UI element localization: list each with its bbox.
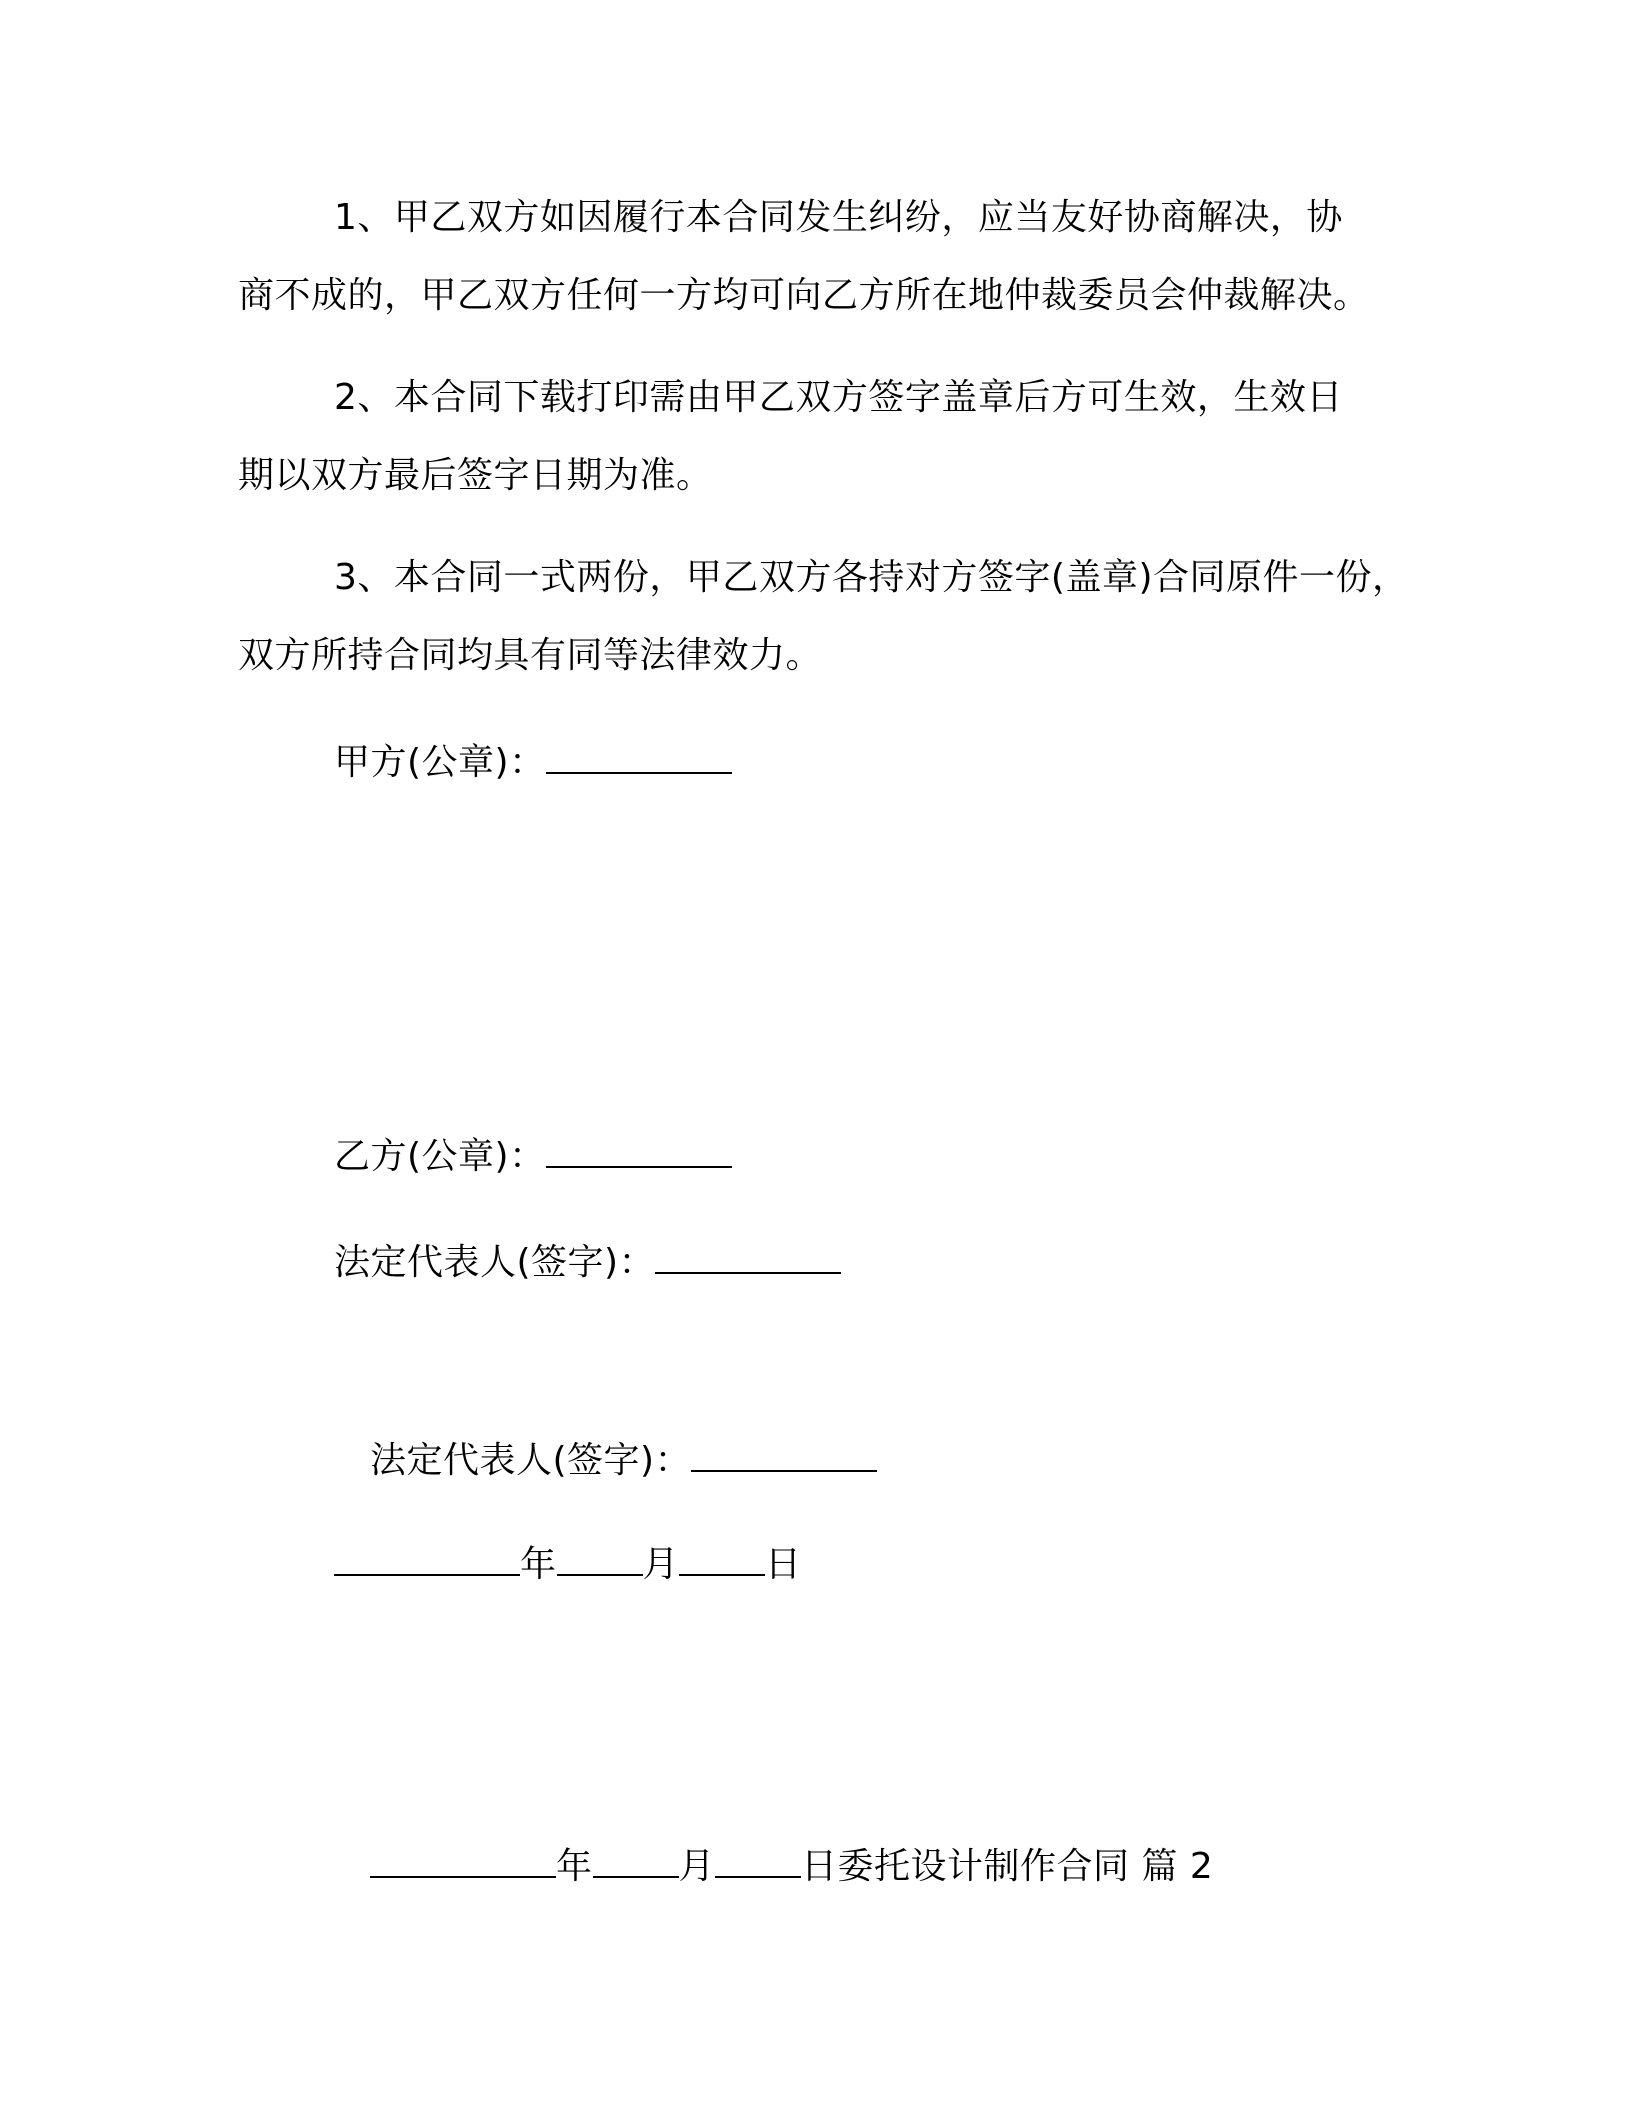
paragraph-3-line-1: 3、本合同一式两份，甲乙双方各持对方签字(盖章)合同原件一份，: [334, 557, 1409, 598]
paragraph-1-line-2: 商不成的，甲乙双方任何一方均可向乙方所在地仲裁委员会仲裁解决。: [238, 275, 1370, 316]
paragraph-1-line-1: 1、甲乙双方如因履行本合同发生纠纷，应当友好协商解决，协: [334, 197, 1343, 238]
representative-blank-2[interactable]: [691, 1434, 877, 1472]
title-year-blank[interactable]: [370, 1840, 556, 1878]
party-b-label: 乙方(公章)：: [334, 1136, 546, 1177]
representative-label-2: 法定代表人(签字)：: [370, 1440, 692, 1481]
representative-signature-line-2: [370, 1434, 877, 1483]
representative-label-1: 法定代表人(签字)：: [334, 1242, 656, 1283]
paragraph-3-line-2: 双方所持合同均具有同等法律效力。: [238, 635, 823, 676]
party-b-blank[interactable]: [546, 1130, 732, 1168]
date-month-label: 月: [642, 1544, 680, 1585]
title-month-label: 月: [678, 1846, 716, 1887]
party-a-signature-line: [334, 736, 732, 785]
party-b-signature-line: [334, 1130, 732, 1179]
party-a-blank[interactable]: [546, 736, 732, 774]
representative-blank-1[interactable]: [655, 1236, 841, 1274]
title-month-blank[interactable]: [593, 1840, 679, 1878]
title-rest: 日委托设计制作合同 篇 2: [801, 1846, 1214, 1887]
date-month-blank[interactable]: [557, 1538, 643, 1576]
date-year-label: 年: [520, 1544, 557, 1585]
representative-signature-line-1: [334, 1236, 841, 1285]
party-a-label: 甲方(公章)：: [334, 742, 546, 783]
paragraph-2-line-1: 2、本合同下载打印需由甲乙双方签字盖章后方可生效，生效日: [334, 377, 1343, 418]
date-year-blank[interactable]: [334, 1538, 520, 1576]
date-day-label: 日: [765, 1544, 802, 1585]
paragraph-2-line-2: 期以双方最后签字日期为准。: [238, 455, 713, 496]
title-day-blank[interactable]: [715, 1840, 801, 1878]
signing-date-line: [334, 1538, 802, 1587]
date-day-blank[interactable]: [679, 1538, 765, 1576]
next-contract-title: [370, 1840, 1213, 1889]
title-year-label: 年: [556, 1846, 593, 1887]
